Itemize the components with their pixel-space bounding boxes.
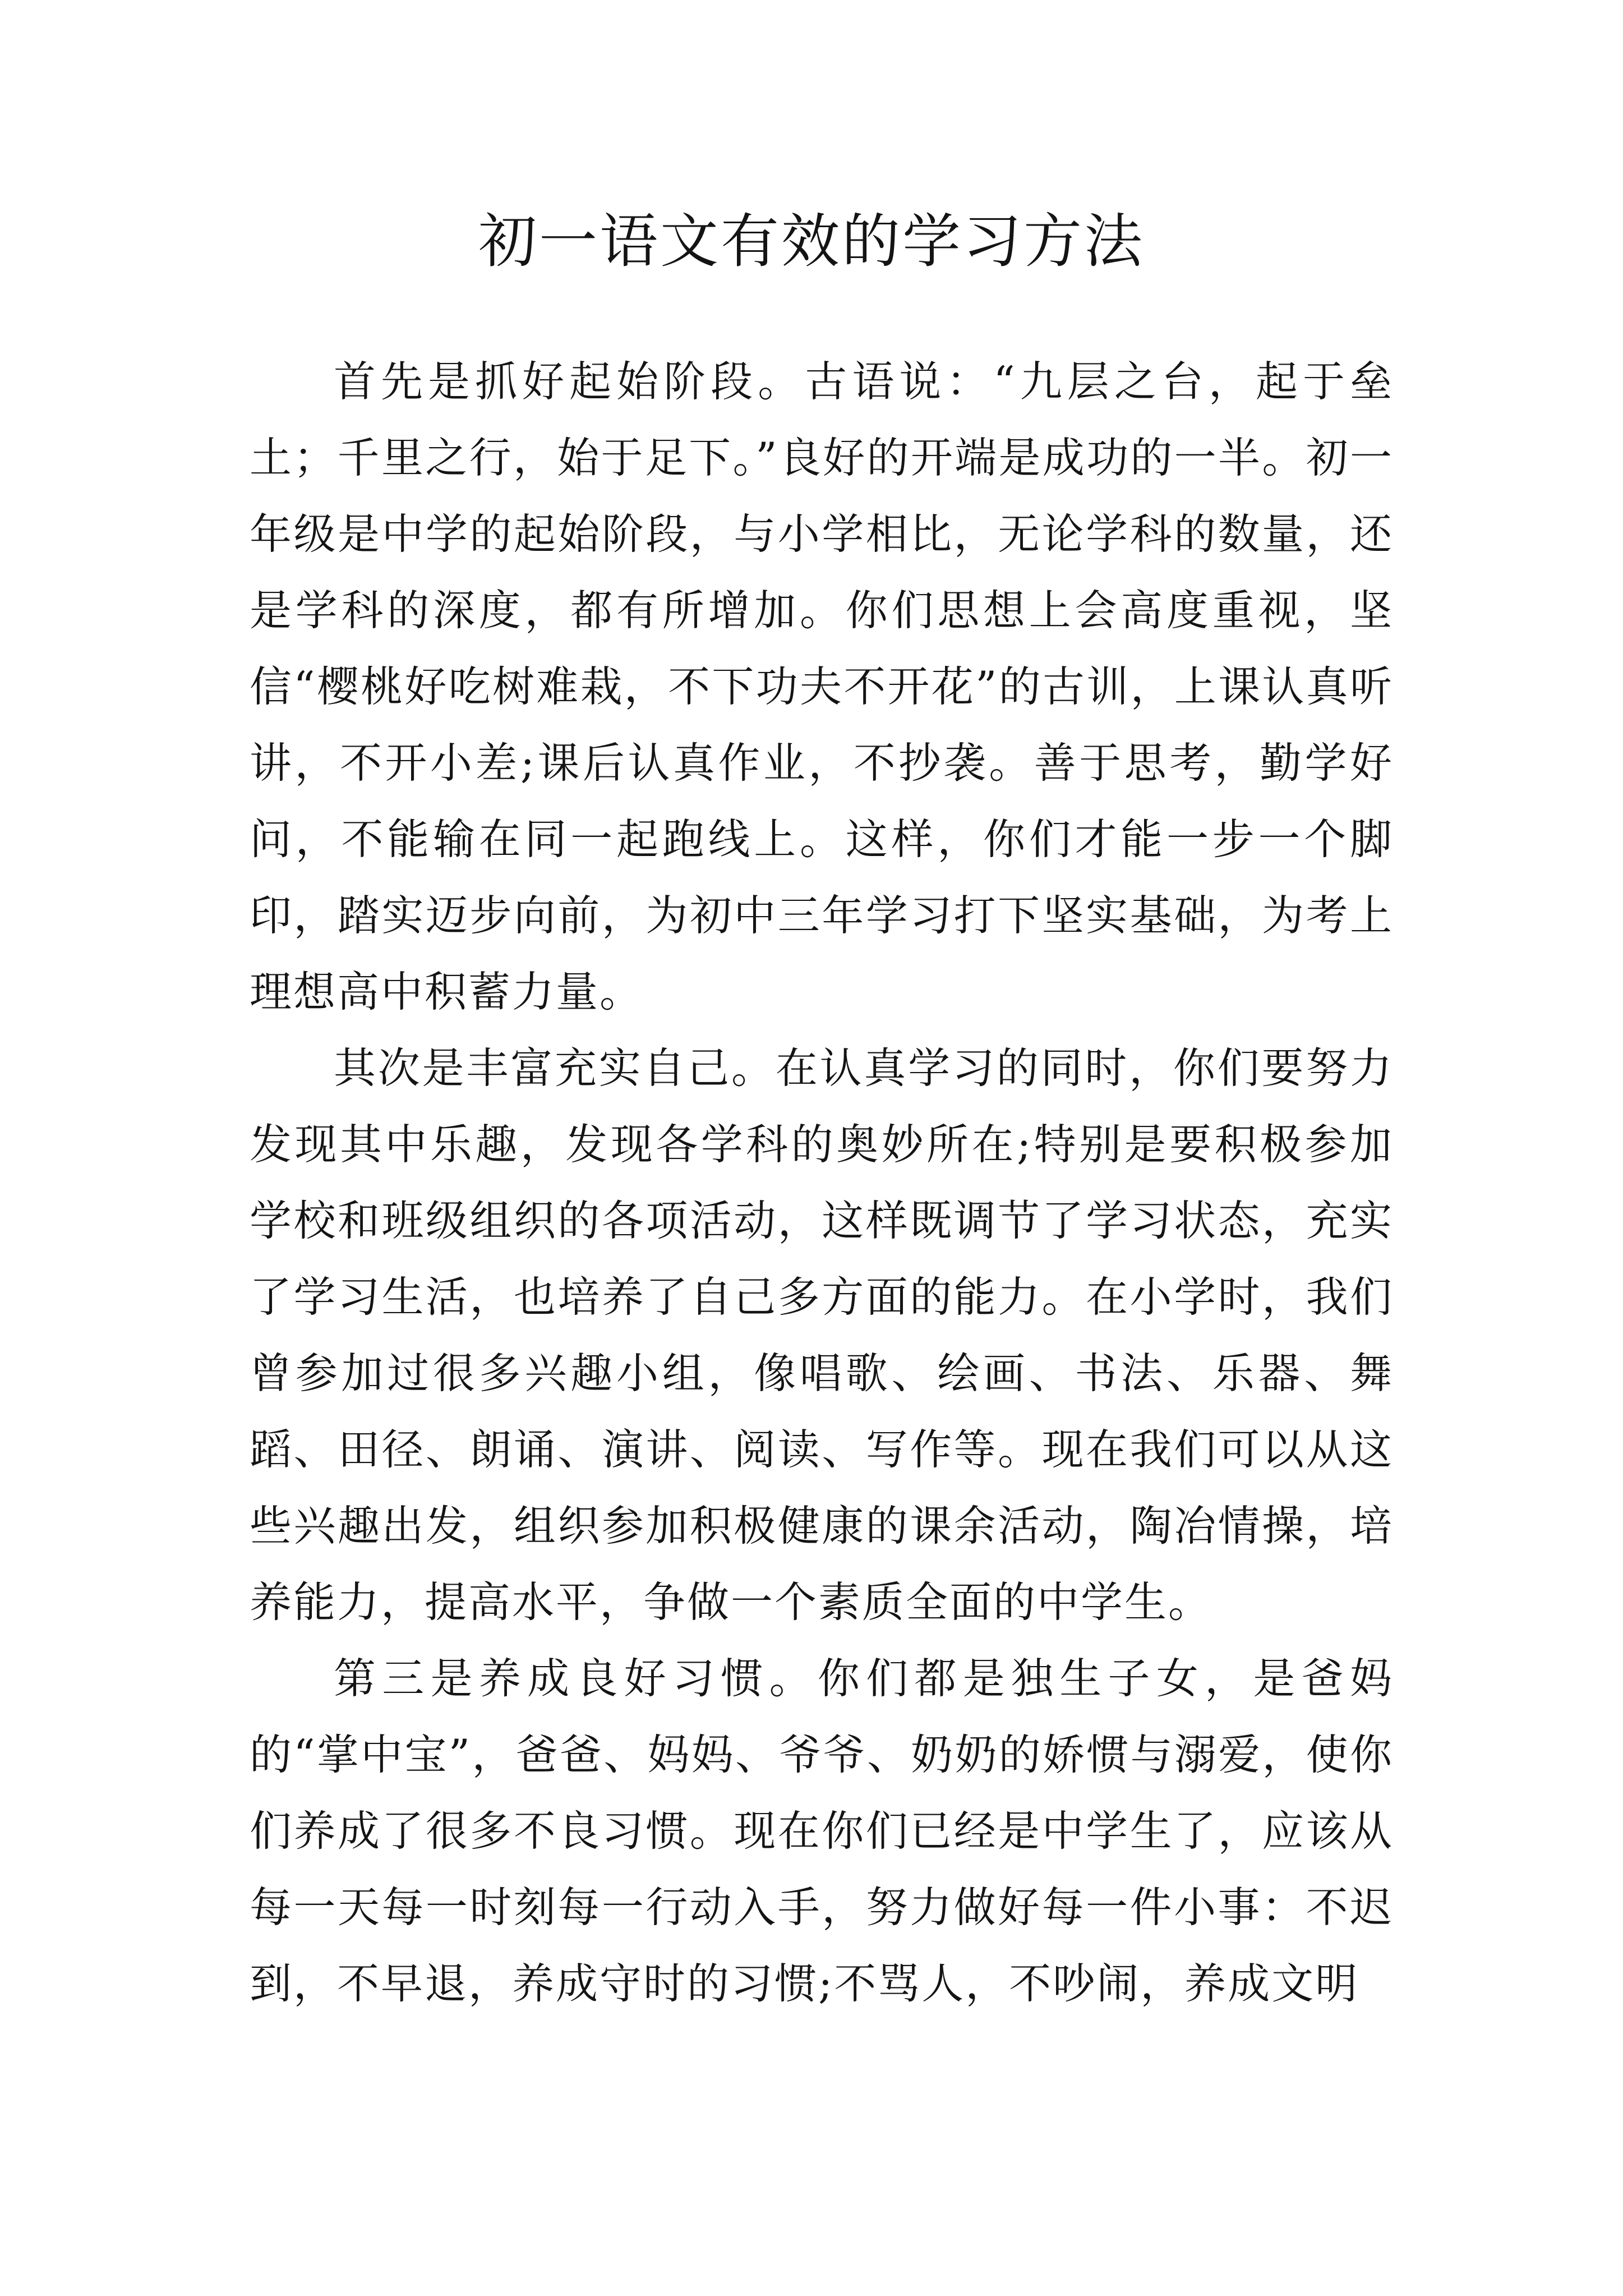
paragraph-2: 其次是丰富充实自己。在认真学习的同时，你们要努力发现其中乐趣，发现各学科的奥妙所在;特别是要积极参加学校和班级组织的各项活动，这样既调节了学习状态，充实了学习生活，也培养了自己多方面的能力。在小学时，我们曾参加过很多兴趣小组，像唱歌、绘画、书法、乐器、舞蹈、田径、朗诵、演讲、阅读、写作等。现在我们可以从这些兴趣出发，组织参加积极健康的课余活动，陶冶情操，培养能力，提高水平，争做一个素质全面的中学生。 <box>250 1043 1394 1627</box>
document-title: 初一语文有效的学习方法 <box>478 207 1145 275</box>
paragraph-3: 第三是养成良好习惯。你们都是独生子女，是爸妈的“掌中宝”，爸爸、妈妈、爷爷、奶奶的娇惯与溺爱，使你们养成了很多不良习惯。现在你们已经是中学生了，应该从每一天每一时刻每一行动入手，努力做好每一件小事：不迟到，不早退，养成守时的习惯;不骂人，不吵闹，养成文明 <box>250 1654 1394 2008</box>
document-body <box>250 343 1394 2022</box>
paragraph-1: 首先是抓好起始阶段。古语说：“九层之台，起于垒土；千里之行，始于足下。”良好的开端是成功的一半。初一年级是中学的起始阶段，与小学相比，无论学科的数量，还是学科的深度，都有所增加。你们思想上会高度重视，坚信“樱桃好吃树难栽，不下功夫不开花”的古训，上课认真听讲，不开小差;课后认真作业，不抄袭。善于思考，勤学好问，不能输在同一起跑线上。这样，你们才能一步一个脚印，踏实迈步向前，为初中三年学习打下坚实基础，为考上理想高中积蓄力量。 <box>250 357 1394 1016</box>
